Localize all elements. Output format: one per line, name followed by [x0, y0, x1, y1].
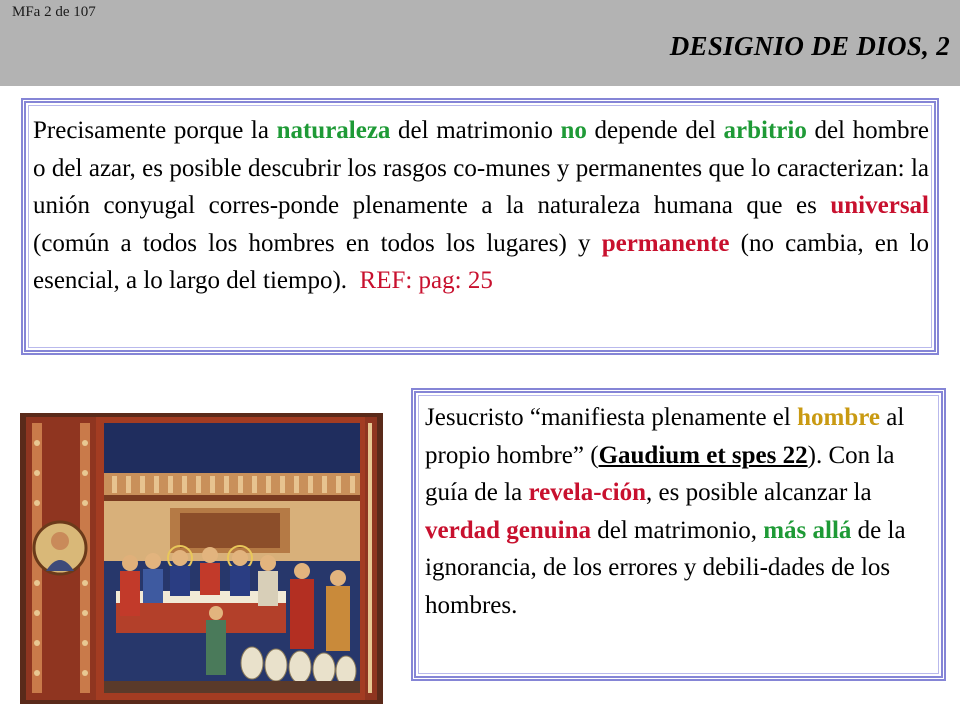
text-run: del matrimonio — [390, 117, 561, 144]
text-run: (común a todos los hombres en todos los lugares) y — [33, 229, 602, 257]
text-box-1 — [33, 112, 929, 300]
highlight-naturaleza: naturaleza — [276, 117, 391, 144]
text-run: del hombre o del azar, es posible descubrir los rasgos co-munes y permanentes que lo caracterizan: la unión conyugal corres-ponde plenamente a la naturaleza humana que es — [33, 117, 929, 219]
text-run: , es posible alcanzar la — [646, 479, 872, 506]
text-run: ). Con la guía de la — [425, 441, 895, 506]
slide-header — [0, 0, 960, 86]
text-run: Jesucristo “manifiesta plenamente el — [425, 404, 798, 431]
highlight-no: no — [560, 117, 587, 144]
text-run: (no cambia, en lo esencial, a lo largo del tiempo). — [33, 229, 929, 294]
text-box-2 — [425, 399, 935, 624]
text-run: al propio hombre” ( — [425, 404, 905, 469]
highlight-hombre: hombre — [797, 404, 880, 431]
reference-link[interactable]: REF: pag: 25 — [359, 267, 493, 294]
text-run: depende del — [586, 117, 724, 144]
slide-number: MFa 2 de 107 — [12, 4, 96, 20]
highlight-revelacion: revela-ción — [528, 479, 646, 506]
highlight-verdad-genuina: verdad genuina — [425, 516, 592, 544]
text-run: de la ignorancia, de los errores y debili-dades de los hombres. — [425, 516, 906, 619]
slide-title: DESIGNIO DE DIOS, 2 — [669, 31, 950, 61]
highlight-mas-alla: más allá — [763, 516, 852, 544]
highlight-arbitrio: arbitrio — [723, 117, 807, 144]
text-run: Precisamente porque la — [33, 117, 277, 144]
citation-gaudium-et-spes: Gaudium et spes 22 — [598, 441, 808, 469]
highlight-permanente: permanente — [601, 229, 730, 257]
text-run: del matrimonio, — [591, 516, 764, 544]
highlight-universal: universal — [830, 192, 929, 219]
wedding-at-cana-painting — [20, 413, 383, 704]
